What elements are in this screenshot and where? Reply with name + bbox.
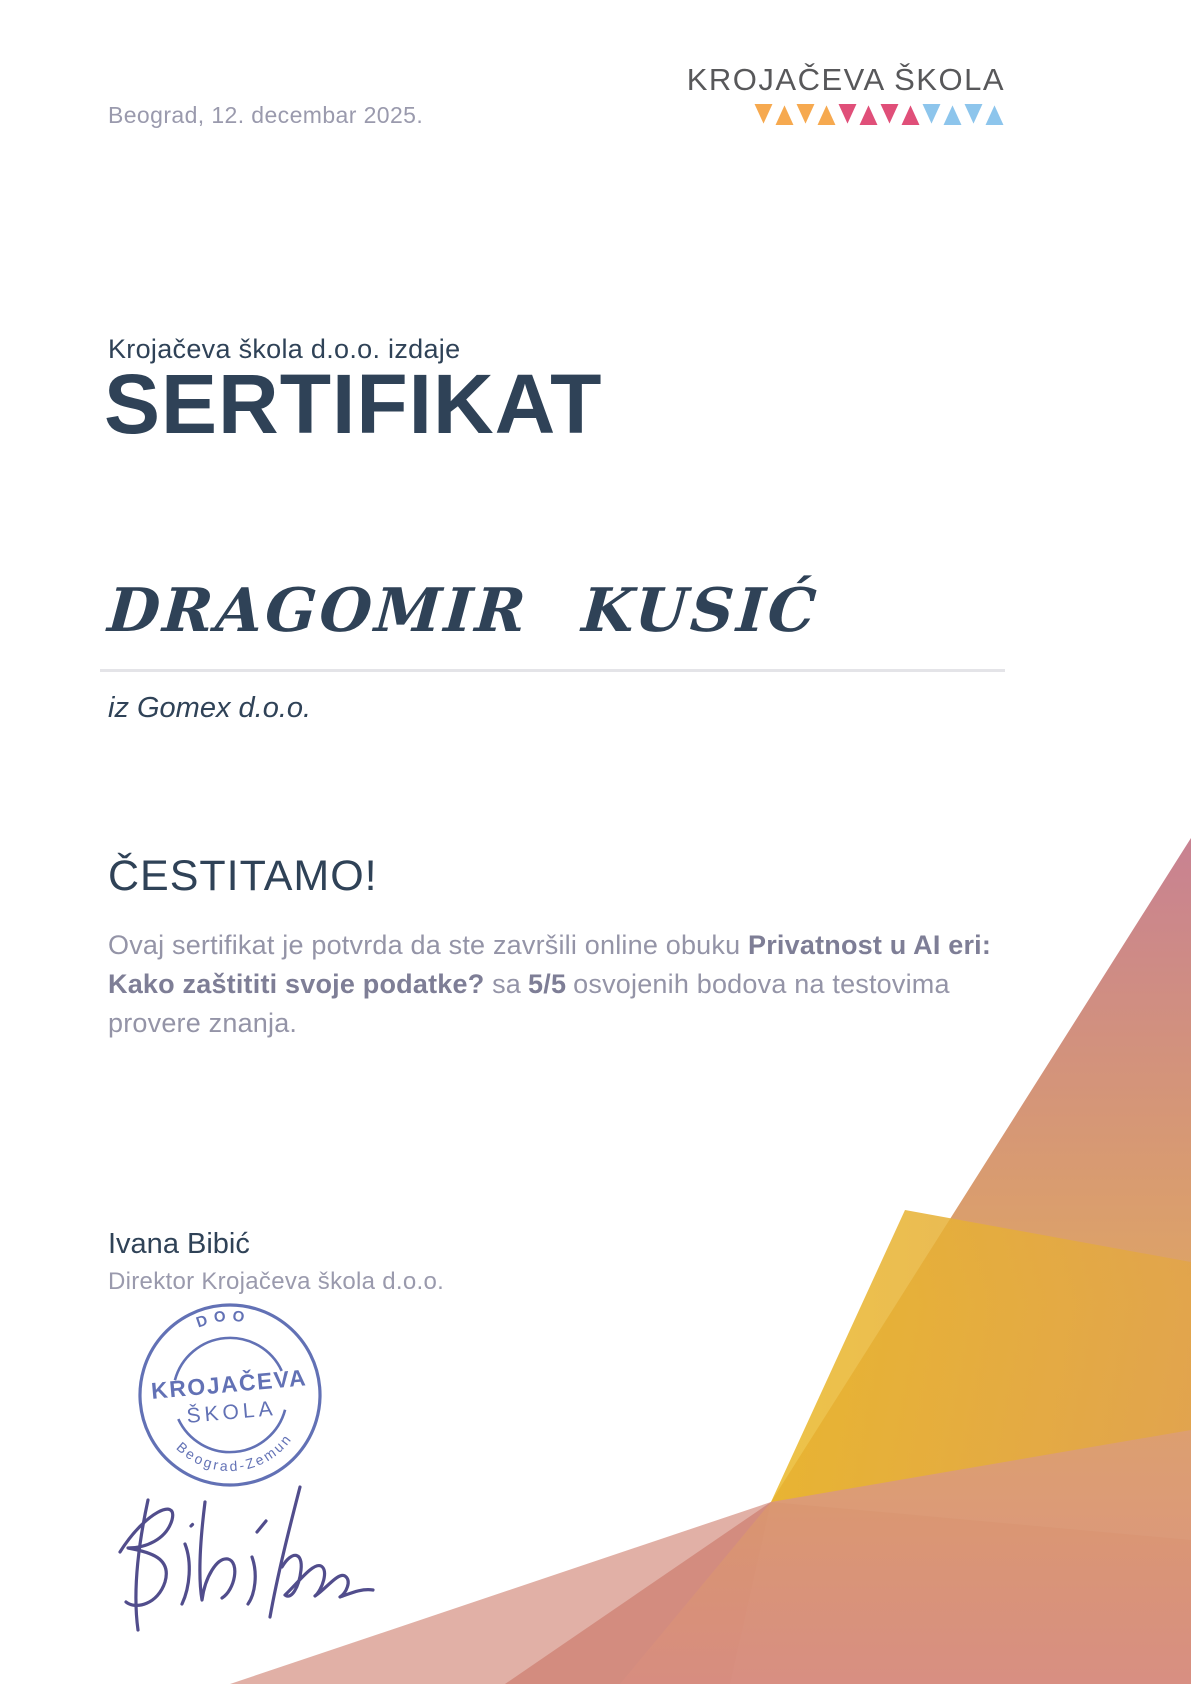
signer-title: Direktor Krojačeva škola d.o.o. <box>108 1268 445 1295</box>
score-value: 5/5 <box>528 969 567 999</box>
course-title: Privatnost u AI eri: Kako zaštititi svoje podatke? <box>108 930 992 999</box>
congrats-heading: ČESTITAMO! <box>108 852 378 900</box>
certificate-title: SERTIFIKAT <box>104 357 603 451</box>
congrats-text-before-course: Ovaj sertifikat je potvrda da ste završili online obuku <box>108 930 749 960</box>
signature-handwriting <box>95 1462 395 1652</box>
date-location: Beograd, 12. decembar 2025. <box>108 102 424 128</box>
logo-text: KROJAČEVA ŠKOLA <box>686 62 1005 97</box>
stamp-top-text: DOO <box>194 1307 252 1332</box>
recipient-name: DRAGOMIR KUSIĆ <box>105 576 822 646</box>
stamp-name-line1: KROJAČEVA <box>150 1364 308 1404</box>
name-underline <box>100 669 1005 672</box>
signature-strokes <box>120 1487 373 1630</box>
stamp-name-line2: ŠKOLA <box>185 1397 278 1428</box>
congrats-paragraph <box>108 926 1008 1043</box>
stamp-bottom-text: Beograd-Zemun <box>173 1430 296 1475</box>
congrats-text-sa: sa <box>484 969 522 999</box>
congrats-text-after-score: osvojenih bodova na testovima provere znanja. <box>108 969 950 1038</box>
logo <box>687 62 1005 128</box>
issuer-line: Krojačeva škola d.o.o. izdaje <box>108 334 461 364</box>
logo-triangles-icon <box>753 102 1005 128</box>
recipient-company: iz Gomex d.o.o. <box>108 692 312 724</box>
signer-name: Ivana Bibić <box>108 1228 250 1260</box>
